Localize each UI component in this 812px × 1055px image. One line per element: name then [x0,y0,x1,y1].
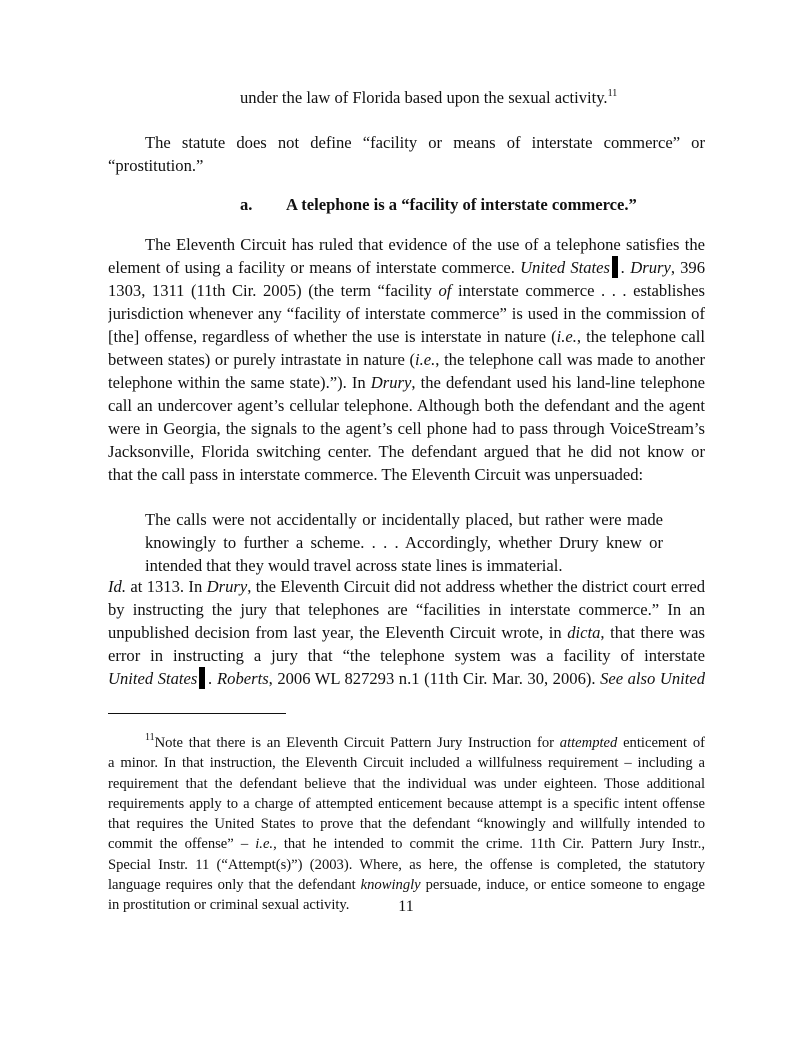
footnote-rule [108,713,286,714]
block-quote: The calls were not accidentally or incidentally placed, but rather were made knowingly to further a scheme. . . . Accordingly, whether Drury knew or intended that they would travel across state lines is immaterial. [145,510,663,575]
footnote-11: $^{11}$Note that there is an Eleventh Circuit Pattern Jury Instruction for attempted enticement of a minor. In that instruction, the Eleventh Circuit included a willfulness requirement – including a requirement that the defendant believe that the individual was under eighteen. Those additional requirements apply to a charge of attempted enticement because attempt is a specific intent offense that requires the United States to prove that the defendant “knowingly and willfully intended to commit the offense” – i.e., that he intended to commit the crime. 11th Cir. Pattern Jury Instr., Special Instr. 11 (“Attempt(s)”) (2003). Where, as here, the offense is completed, the statutory language requires only that the defendant knowingly persuade, induce, or entice someone to engage in prostitution or criminal sexual activity. [108,733,705,914]
carryover-line: under the law of Florida based upon the sexual activity.$^{11}$ [240,88,618,107]
page-number: 11 [398,898,414,915]
statute-paragraph-line2: “prostitution.” [108,156,204,175]
document-page: under the law of Florida based upon the sexual activity.$^{11}$ The statute does not define “facility or means of interstate commerce” or “prostitution.” a. A telephone is a “facility of interstate commerce.” The Eleventh Circuit has ruled that evidence of the use of a telephone satisfies the element of using a facility or means of interstate commerce. United States . Drury, 396 1303, 1311 (11th Cir. 2005) (the term “facility of interstate commerce . . . establishes jurisdiction whenever any “facility of interstate commerce” is used in the commission of [the] offense, regardless of whether the use is interstate in nature (i.e., the telephone call between states) or purely intrastate in nature (i.e., the telephone call was made to another telephone within the same state).”). In Drury, the defendant used his land-line telephone call an undercover agent’s cellular telephone. Although both the defendant and the agent were in Georgia, the signals to the agent’s cell phone had to pass through VoiceStream’s Jacksonville, Florida switching center. The defendant argued that he did not know or that the call pass in interstate commerce. The Eleventh Circuit was unpersuaded: The calls were not accidentally or incidentally placed, but rather were made knowingly to further a scheme. . . . Accordingly, whether Drury knew or intended that they would travel across state lines is immaterial. Id. at 1313. In Drury, the Eleventh Circuit did not address whether the district court erred by instructing the jury that telephones are “facilities in interstate commerce.” In an unpublished decision from last year, the Eleventh Circuit wrote, in dicta, that there was error in instructing a jury that “the telephone system was a facility of interstate United States . Roberts, 2006 WL 827293 n.1 (11th Cir. Mar. 30, 2006). See also United $^{11}$Note that there is an Eleventh Circuit Pattern Jury Instruction for attempted enticement of a minor. In that instruction, the Eleventh Circuit included a willfulness requirement – including a requirement that the defendant believe that the individual was under eighteen. Those additional requirements apply to a charge of attempted enticement because attempt is a specific intent offense that requires the United States to prove that the defendant “knowingly and willfully intended to commit the offense” – i.e., that he intended to commit the crime. 11th Cir. Pattern Jury Instr., Special Instr. 11 (“Attempt(s)”) (2003). Where, as here, the offense is completed, the statutory language requires only that the defendant knowingly persuade, induce, or entice someone to engage in prostitution or criminal sexual activity. 11 [0,0,812,1055]
statute-paragraph-line1: The statute does not define “facility or means of interstate commerce” or [145,133,705,152]
redaction-mark [612,256,618,278]
redaction-mark [199,667,205,689]
section-heading: a. A telephone is a “facility of interstate commerce.” [240,195,637,214]
footnote-number: 11 [145,733,155,743]
footnote-ref[interactable]: 11 [607,88,618,99]
